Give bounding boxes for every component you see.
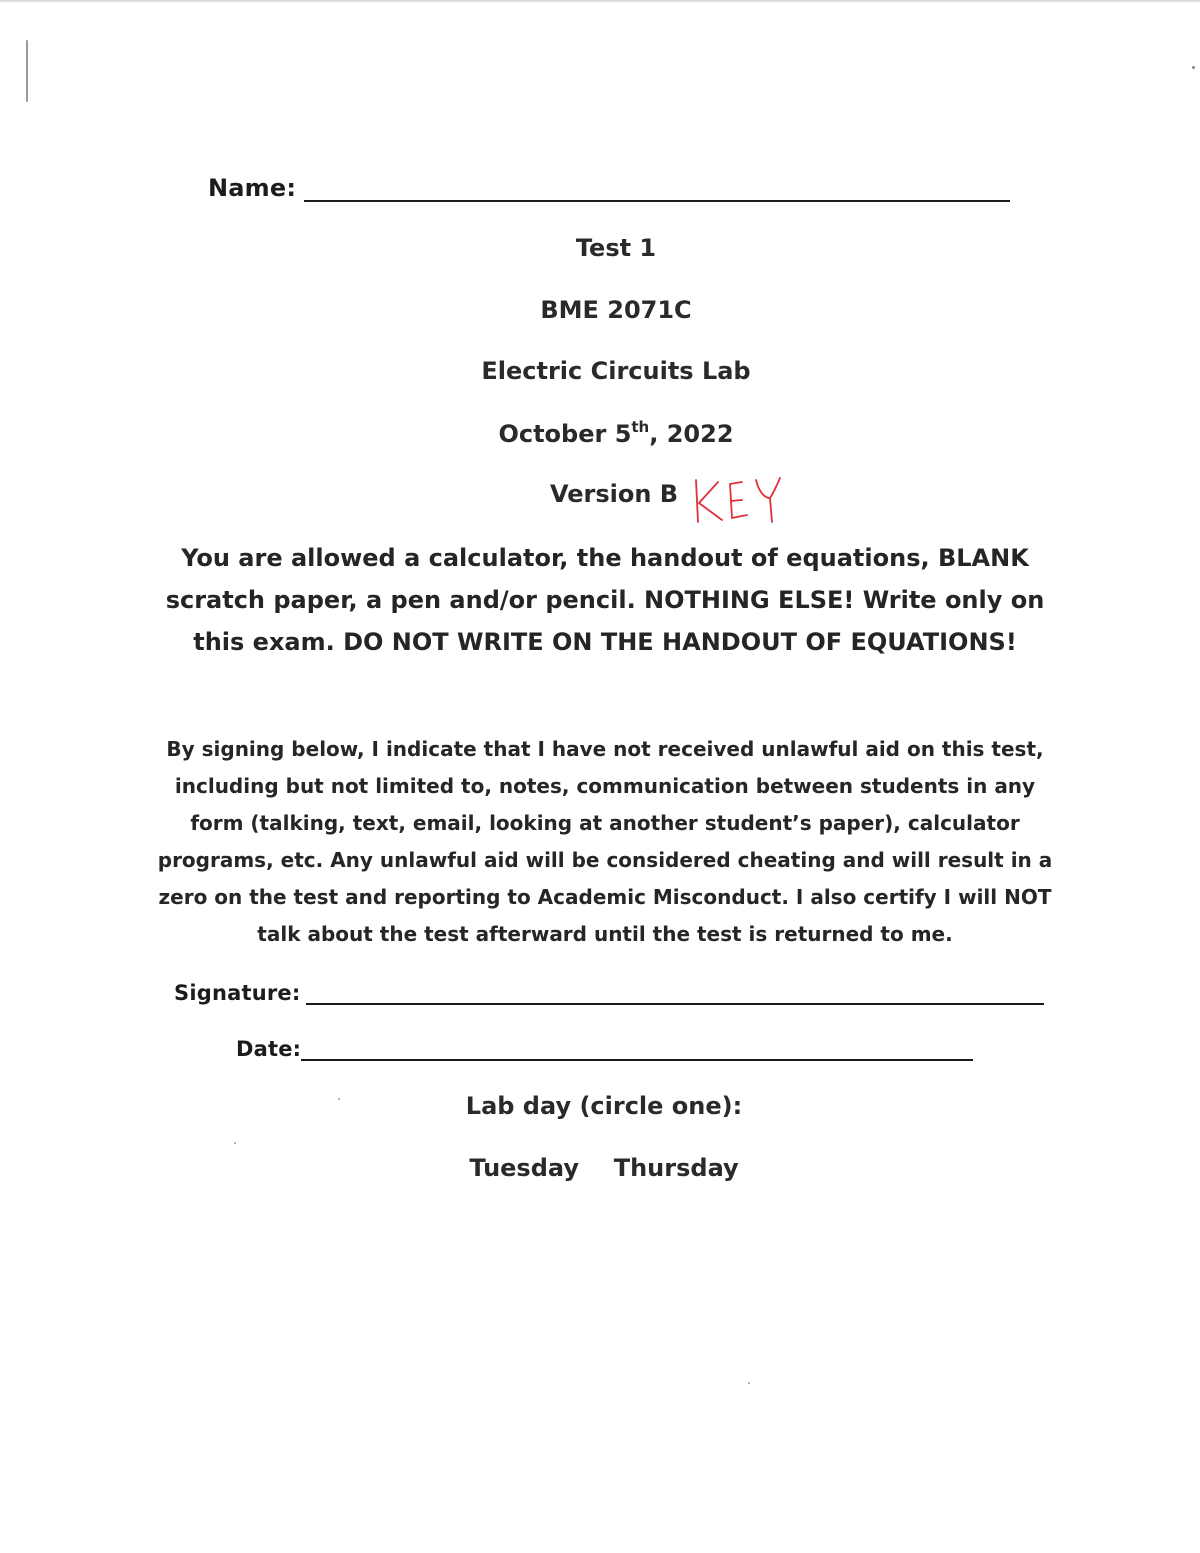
exam-date-ordinal: th: [631, 418, 650, 436]
lab-day-options: [0, 1154, 1200, 1182]
honor-pledge: By signing below, I indicate that I have not received unlawful aid on this test, including but not limited to, notes, communication between students in any form (talking, text, email, looking at another student’s paper), calculator programs, etc. Any unlawful aid will be considered cheating and will result in a zero on the test and reporting to Academic Misconduct. I also certify I will NOT talk about the test afterward until the test is returned to me.: [157, 737, 1053, 946]
lab-day-option-thursday[interactable]: Thursday: [613, 1154, 739, 1182]
scan-speck: [338, 1098, 340, 1100]
scan-speck: [234, 1142, 236, 1144]
signature-field: [174, 977, 1044, 1005]
handwritten-key-annotation: [692, 476, 788, 526]
exam-date-year: , 2022: [649, 420, 734, 448]
signature-label: Signature:: [174, 981, 301, 1005]
date-blank-line[interactable]: [301, 1033, 973, 1061]
lab-day-option-tuesday[interactable]: Tuesday: [469, 1154, 579, 1182]
name-blank-line[interactable]: [304, 170, 1010, 202]
scan-speck-right: [1192, 66, 1195, 69]
test-title: Test 1: [575, 234, 657, 262]
name-field: [208, 170, 1010, 202]
signature-blank-line[interactable]: [306, 977, 1044, 1005]
name-label: Name:: [208, 174, 297, 202]
key-letter-k: [696, 480, 722, 522]
key-letter-e: [730, 482, 747, 518]
exam-date: [0, 418, 1200, 448]
course-name: Electric Circuits Lab: [481, 357, 751, 385]
exam-instructions: You are allowed a calculator, the handout of equations, BLANK scratch paper, a pen and/or pencil. NOTHING ELSE! Write only on this exam. DO NOT WRITE ON THE HANDOUT OF EQUATIONS!: [165, 544, 1045, 656]
scan-edge-left: [26, 40, 28, 102]
exam-date-main: October 5: [498, 420, 632, 448]
lab-day-prompt: Lab day (circle one):: [465, 1092, 743, 1120]
key-letter-y: [756, 478, 780, 522]
date-label: Date:: [236, 1037, 302, 1061]
scan-speck: [748, 1382, 750, 1384]
exam-version: Version B: [549, 480, 679, 508]
course-code: BME 2071C: [540, 296, 692, 324]
scan-edge-top: [0, 0, 1200, 3]
date-field: [236, 1033, 973, 1061]
